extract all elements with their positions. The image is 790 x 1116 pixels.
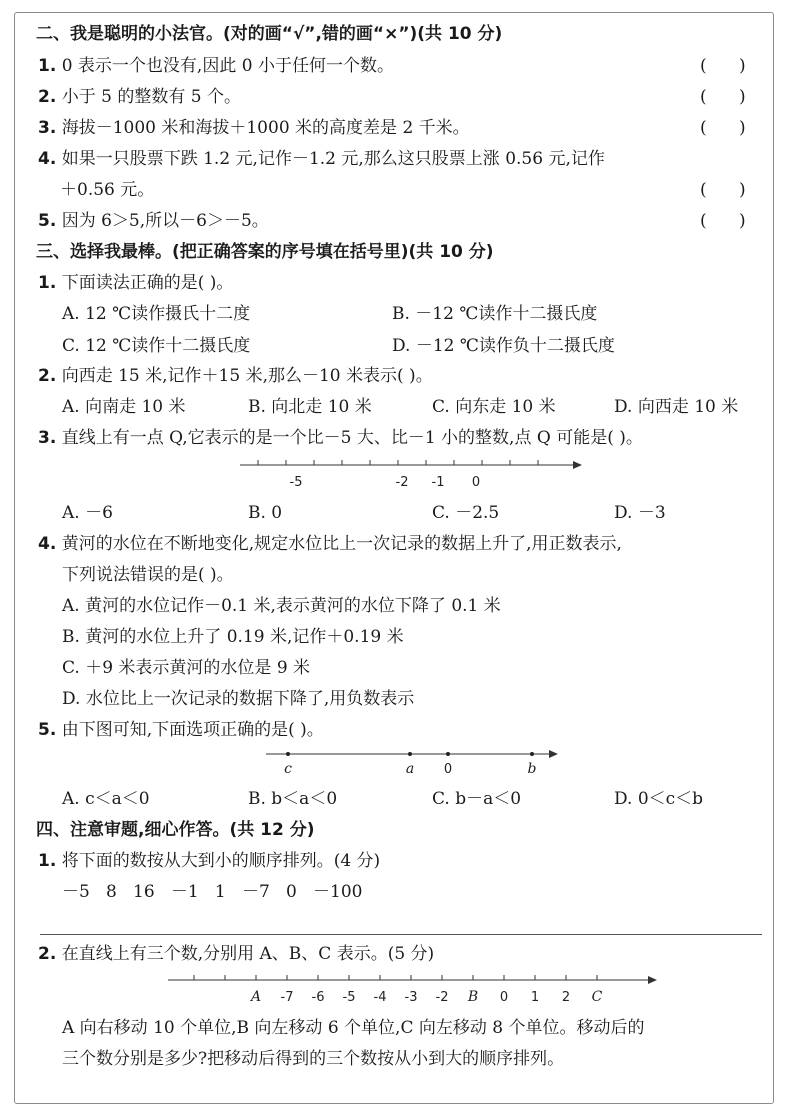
s2-q3-num: 3. xyxy=(38,118,57,138)
s4-q2-text: 在直线上有三个数,分别用 A、B、C 表示。(5 分) xyxy=(61,944,435,964)
axis-arrow xyxy=(573,461,582,469)
s2-q3 xyxy=(38,116,470,140)
s3-q3-text: 直线上有一点 Q,它表示的是一个比－5 大、比－1 小的整数,点 Q 可能是( )。 xyxy=(61,428,643,448)
s3-q4 xyxy=(38,532,622,556)
label-neg7: -7 xyxy=(280,990,294,1005)
section2-title: 二、我是聪明的小法官。(对的画“√”,错的画“×”)(共 10 分) xyxy=(36,24,503,44)
s3-q2-option-d[interactable]: D. 向西走 10 米 xyxy=(614,397,739,417)
s3-q5 xyxy=(38,718,324,742)
s2-q4-text: 如果一只股票下跌 1.2 元,记作－1.2 元,那么这只股票上涨 0.56 元,记作 xyxy=(61,149,605,169)
label-0: 0 xyxy=(499,990,509,1005)
s2-q1-text: 0 表示一个也没有,因此 0 小于任何一个数。 xyxy=(61,56,394,76)
label-C: C xyxy=(591,989,603,1005)
s3-q3-option-d[interactable]: D. －3 xyxy=(614,503,666,523)
s2-q4 xyxy=(38,147,605,171)
label-0: 0 xyxy=(443,762,453,777)
s3-q4-num: 4. xyxy=(38,534,57,554)
s2-q1-num: 1. xyxy=(38,56,57,76)
tick-label-neg5: -5 xyxy=(289,475,303,490)
s3-q4-text2: 下列说法错误的是( )。 xyxy=(62,565,234,585)
s3-q2-num: 2. xyxy=(38,366,57,386)
s4-q1-answer-line[interactable] xyxy=(40,934,762,935)
s2-q1 xyxy=(38,54,394,78)
s3-q3-option-c[interactable]: C. －2.5 xyxy=(432,503,500,523)
tick-label-neg1: -1 xyxy=(431,475,445,490)
point-c xyxy=(286,752,290,756)
s4-q1-text: 将下面的数按从大到小的顺序排列。(4 分) xyxy=(61,851,381,871)
label-neg2: -2 xyxy=(435,990,449,1005)
label-neg6: -6 xyxy=(311,990,325,1005)
label-neg3: -3 xyxy=(404,990,418,1005)
s2-q2-num: 2. xyxy=(38,87,57,107)
s3-q4-option-c[interactable]: C. ＋9 米表示黄河的水位是 9 米 xyxy=(62,658,311,678)
s2-q5-text: 因为 6＞5,所以－6＞－5。 xyxy=(61,211,269,231)
s2-q2 xyxy=(38,85,241,109)
s3-q5-number-line xyxy=(260,744,565,780)
s4-q2-text2: A 向右移动 10 个单位,B 向左移动 6 个单位,C 向左移动 8 个单位。移动后的 xyxy=(62,1018,645,1038)
s2-q4-num: 4. xyxy=(38,149,57,169)
section4-title: 四、注意审题,细心作答。(共 12 分) xyxy=(36,820,315,840)
point-b xyxy=(530,752,534,756)
s4-q2-number-line xyxy=(160,968,665,1008)
s3-q1-option-a[interactable]: A. 12 ℃读作摄氏十二度 xyxy=(62,304,251,324)
s3-q1-num: 1. xyxy=(38,273,57,293)
label-1: 1 xyxy=(530,990,540,1005)
s4-q2-text3: 三个数分别是多少?把移动后得到的三个数按从小到大的顺序排列。 xyxy=(62,1049,565,1069)
s3-q2 xyxy=(38,364,433,388)
s3-q1-option-c[interactable]: C. 12 ℃读作十二摄氏度 xyxy=(62,336,251,356)
point-a xyxy=(408,752,412,756)
s3-q3-number-line xyxy=(230,452,590,494)
s3-q2-option-a[interactable]: A. 向南走 10 米 xyxy=(62,397,186,417)
s3-q1 xyxy=(38,271,233,295)
s3-q3-option-a[interactable]: A. －6 xyxy=(62,503,113,523)
s3-q3-option-b[interactable]: B. 0 xyxy=(248,503,283,523)
s3-q1-text: 下面读法正确的是( )。 xyxy=(61,273,234,293)
label-b: b xyxy=(527,761,537,777)
s2-q5-answer[interactable]: ( ) xyxy=(700,211,746,231)
s2-q3-answer[interactable]: ( ) xyxy=(700,118,746,138)
s3-q5-text: 由下图可知,下面选项正确的是( )。 xyxy=(61,720,324,740)
axis-arrow xyxy=(549,750,558,758)
s2-q5 xyxy=(38,209,269,233)
label-neg5: -5 xyxy=(342,990,356,1005)
s3-q3 xyxy=(38,426,643,450)
s3-q4-text: 黄河的水位在不断地变化,规定水位比上一次记录的数据上升了,用正数表示, xyxy=(61,534,622,554)
point-0 xyxy=(446,752,450,756)
s3-q5-num: 5. xyxy=(38,720,57,740)
s3-q1-option-b[interactable]: B. －12 ℃读作十二摄氏度 xyxy=(392,304,598,324)
label-A: A xyxy=(250,989,262,1005)
s3-q1-option-d[interactable]: D. －12 ℃读作负十二摄氏度 xyxy=(392,336,615,356)
label-a: a xyxy=(405,761,415,777)
s2-q4-answer[interactable]: ( ) xyxy=(700,180,746,200)
s2-q3-text: 海拔－1000 米和海拔＋1000 米的高度差是 2 千米。 xyxy=(61,118,470,138)
page-frame xyxy=(14,12,774,1104)
s3-q5-option-d[interactable]: D. 0＜c＜b xyxy=(614,789,704,809)
s3-q4-option-d[interactable]: D. 水位比上一次记录的数据下降了,用负数表示 xyxy=(62,689,415,709)
s4-q2 xyxy=(38,942,434,966)
s2-q1-answer[interactable]: ( ) xyxy=(700,56,746,76)
s3-q5-option-b[interactable]: B. b＜a＜0 xyxy=(248,789,338,809)
label-neg4: -4 xyxy=(373,990,387,1005)
s2-q2-text: 小于 5 的整数有 5 个。 xyxy=(61,87,241,107)
s3-q4-option-b[interactable]: B. 黄河的水位上升了 0.19 米,记作＋0.19 米 xyxy=(62,627,404,647)
tick-label-0: 0 xyxy=(471,475,481,490)
s3-q4-option-a[interactable]: A. 黄河的水位记作－0.1 米,表示黄河的水位下降了 0.1 米 xyxy=(62,596,501,616)
s2-q5-num: 5. xyxy=(38,211,57,231)
tick-label-neg2: -2 xyxy=(395,475,409,490)
section3-title: 三、选择我最棒。(把正确答案的序号填在括号里)(共 10 分) xyxy=(36,242,494,262)
s3-q2-text: 向西走 15 米,记作＋15 米,那么－10 米表示( )。 xyxy=(61,366,433,386)
s4-q1 xyxy=(38,849,380,873)
s4-q1-num: 1. xyxy=(38,851,57,871)
label-2: 2 xyxy=(561,990,571,1005)
s2-q2-answer[interactable]: ( ) xyxy=(700,87,746,107)
label-c: c xyxy=(284,761,292,777)
s3-q2-option-b[interactable]: B. 向北走 10 米 xyxy=(248,397,372,417)
s3-q2-option-c[interactable]: C. 向东走 10 米 xyxy=(432,397,556,417)
s3-q5-option-c[interactable]: C. b－a＜0 xyxy=(432,789,522,809)
s4-q1-numbers: －5 8 16 －1 1 －7 0 －100 xyxy=(62,882,363,902)
s2-q4-text2: ＋0.56 元。 xyxy=(60,180,155,200)
axis-arrow xyxy=(648,976,657,984)
s3-q3-num: 3. xyxy=(38,428,57,448)
s4-q2-num: 2. xyxy=(38,944,57,964)
s3-q5-option-a[interactable]: A. c＜a＜0 xyxy=(62,789,150,809)
label-B: B xyxy=(467,989,479,1005)
